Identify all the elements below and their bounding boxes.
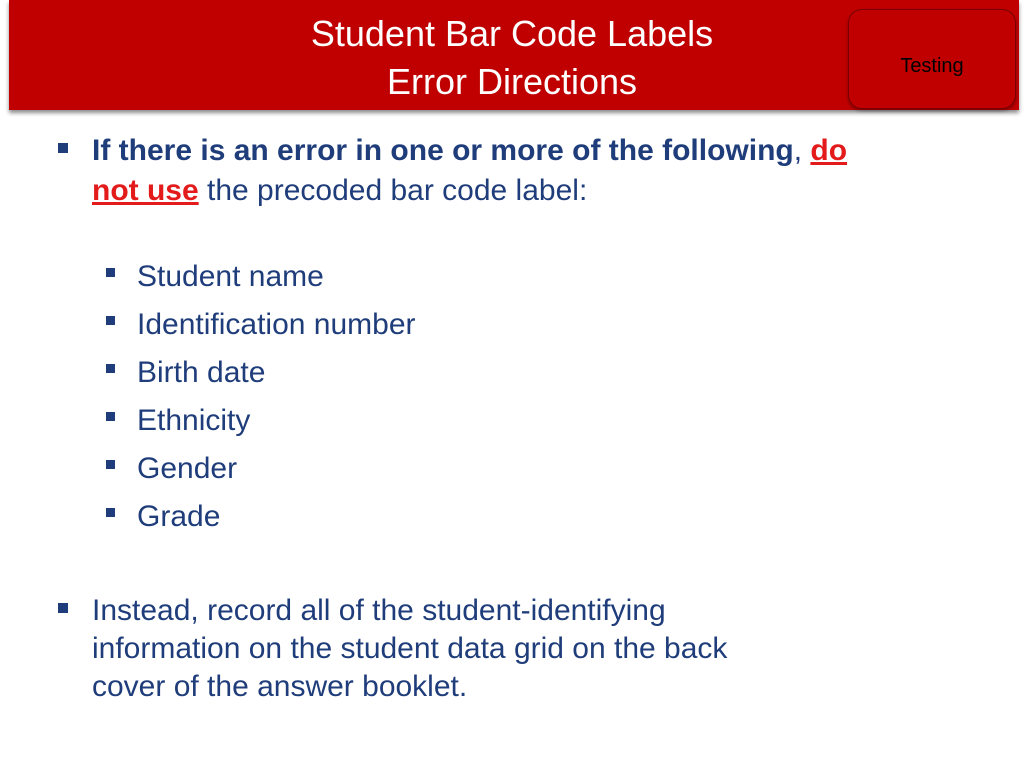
- intro-bold-text: If there is an error in one or more of the following: [92, 134, 794, 167]
- list-item: Student name: [137, 260, 324, 293]
- title-line-1: Student Bar Code Labels: [310, 13, 714, 54]
- list-item: Ethnicity: [137, 404, 251, 437]
- square-bullet-icon: [106, 508, 115, 517]
- list-item: Identification number: [137, 308, 416, 341]
- intro-comma: ,: [793, 134, 803, 167]
- do-not-use-emphasis-2: not use: [92, 174, 199, 207]
- square-bullet-icon: [106, 460, 115, 469]
- instead-line-1: Instead, record all of the student-identifying: [92, 594, 666, 627]
- testing-badge-label: Testing: [900, 55, 964, 77]
- instead-paragraph: [92, 592, 912, 706]
- instead-line-3: cover of the answer booklet.: [92, 670, 468, 703]
- square-bullet-icon: [58, 603, 68, 613]
- square-bullet-icon: [106, 268, 115, 277]
- list-item: Gender: [137, 452, 238, 485]
- square-bullet-icon: [58, 143, 68, 153]
- instead-line-2: information on the student data grid on the back: [92, 632, 728, 665]
- list-item: Grade: [137, 500, 221, 533]
- list-item: Birth date: [137, 356, 266, 389]
- square-bullet-icon: [106, 316, 115, 325]
- square-bullet-icon: [106, 412, 115, 421]
- title-line-2: Error Directions: [386, 61, 638, 102]
- square-bullet-icon: [106, 364, 115, 373]
- do-not-use-emphasis-1: do: [810, 134, 848, 167]
- intro-paragraph: [92, 131, 992, 211]
- intro-rest-text: the precoded bar code label:: [198, 174, 588, 207]
